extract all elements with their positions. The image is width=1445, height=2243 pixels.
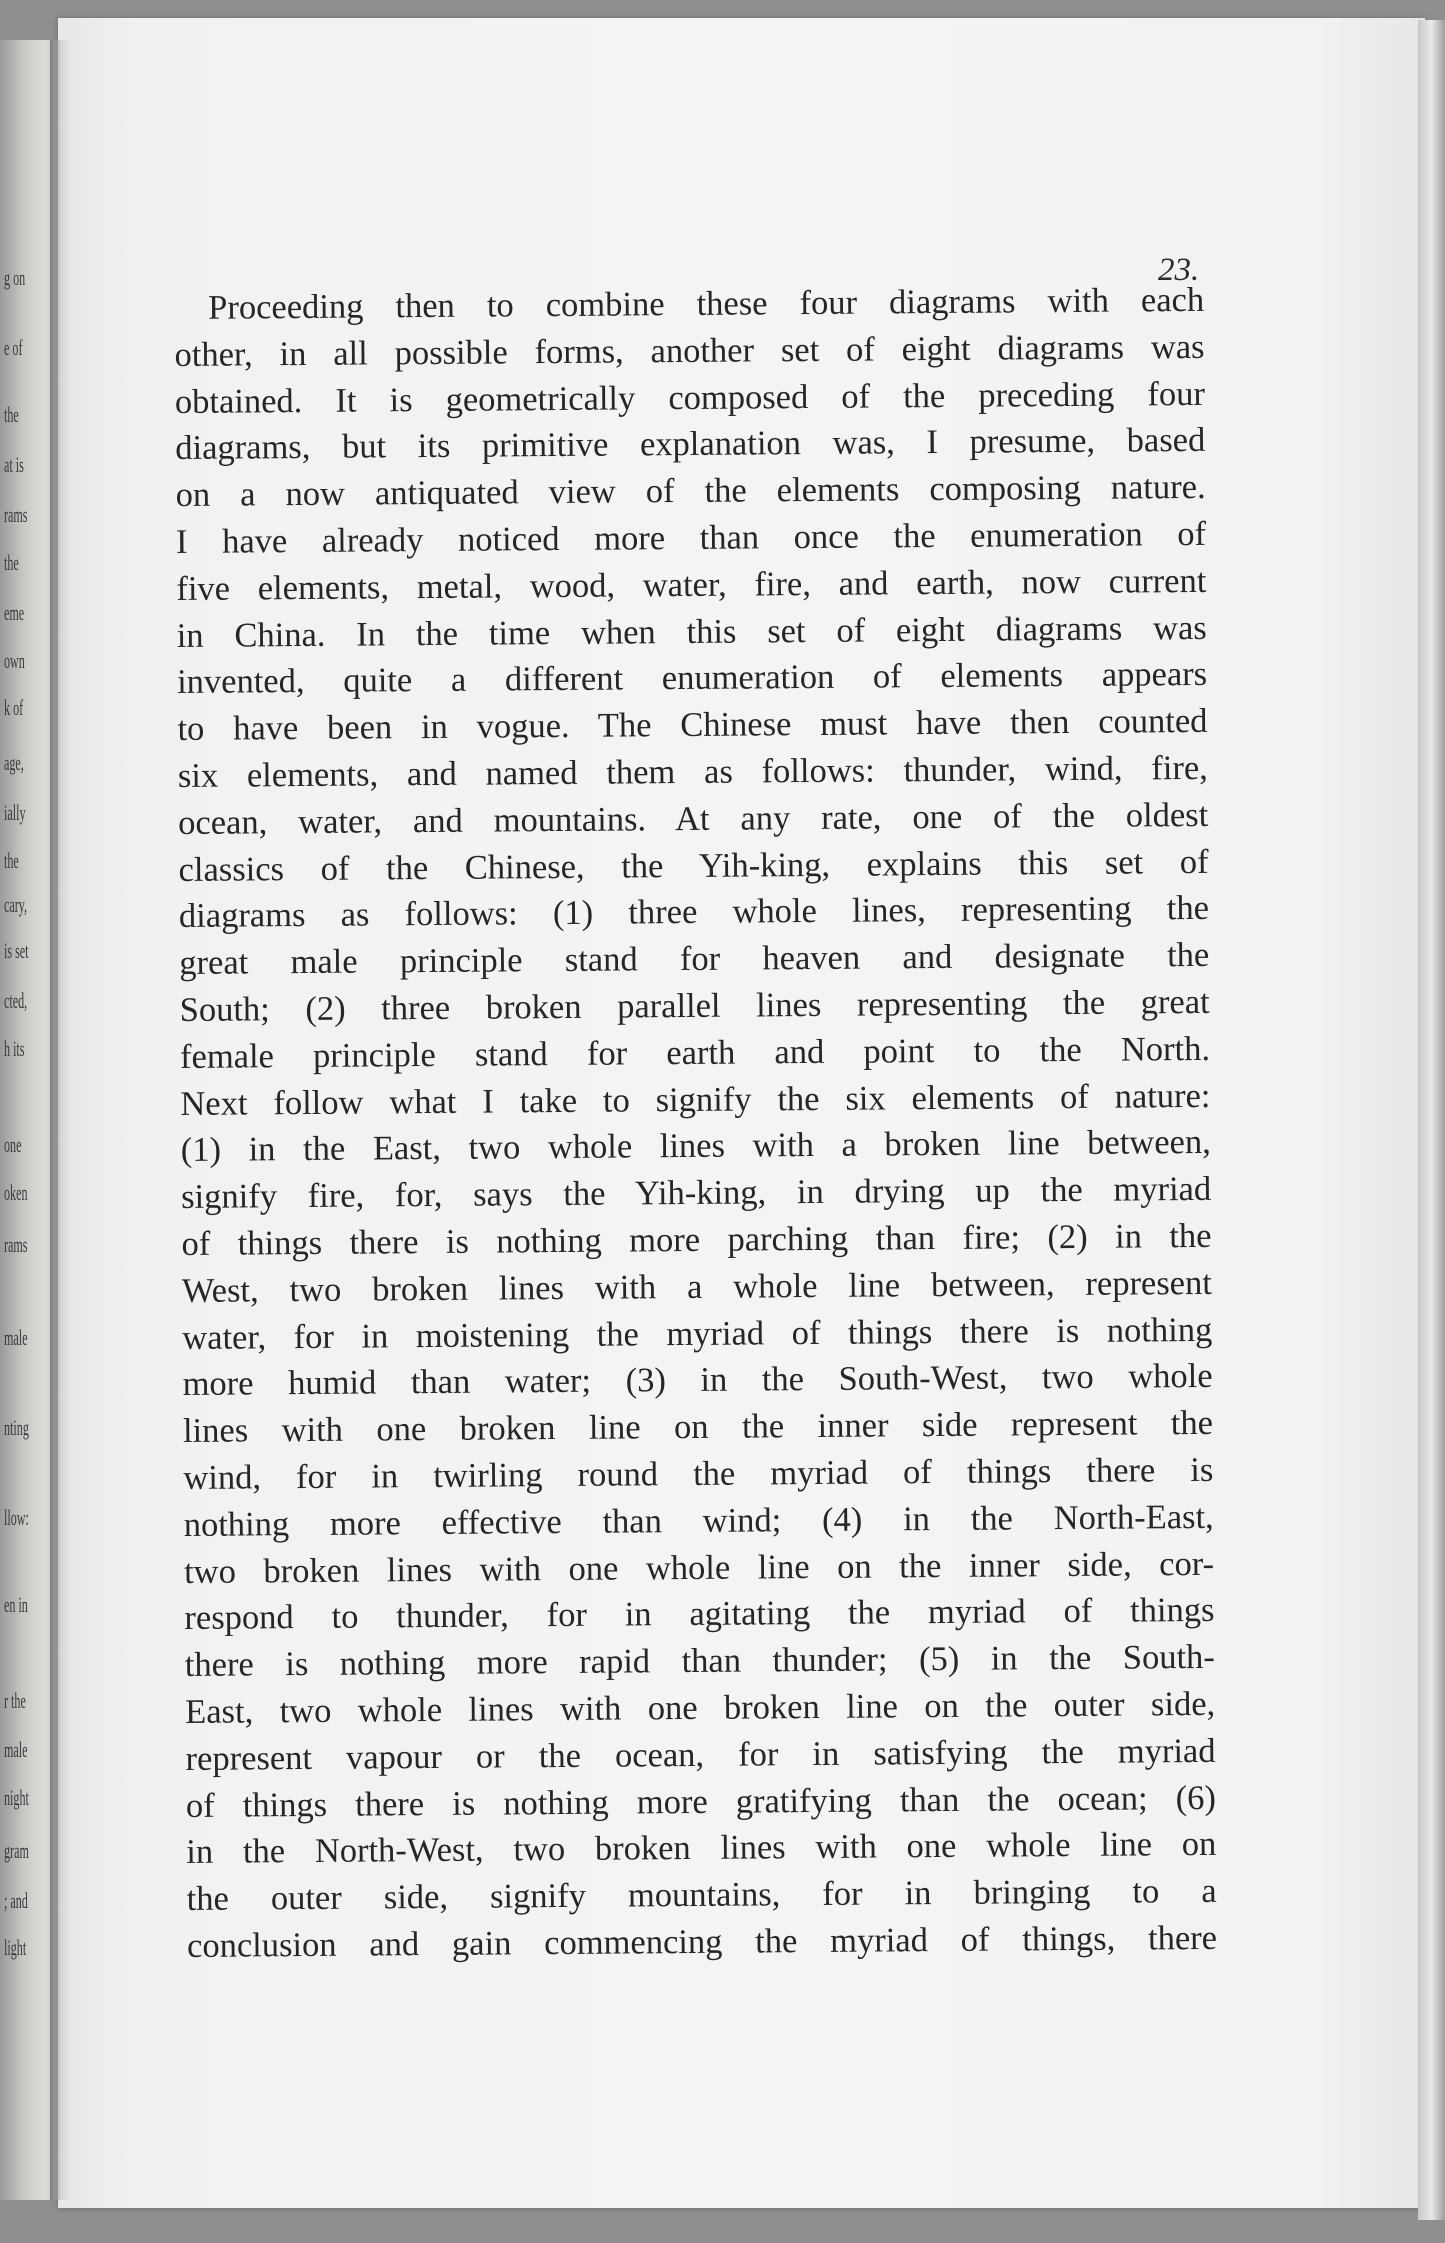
text-line: respond to thunder, for in agitating the myriad of things (184, 1591, 1215, 1638)
text-line: six elements, and named them as follows: thunder, wind, fire, (177, 748, 1208, 795)
page-number: 23. (1158, 252, 1200, 288)
text-line: invented, quite a different enumeration of elements appears (176, 655, 1208, 702)
text-line: obtained. It is geometrically composed of the preceding four (174, 374, 1206, 421)
text-line: on a now antiquated view of the elements composing nature. (175, 468, 1206, 515)
text-line: in the North-West, two broken lines with one whole line on (186, 1825, 1217, 1872)
text-line: of things there is nothing more gratifying than the ocean; (6) (185, 1778, 1217, 1825)
facing-page-fragment: the (4, 848, 19, 873)
text-line: Next follow what I take to signify the six elements of nature: (180, 1076, 1211, 1123)
facing-page-fragment: rams (4, 1232, 28, 1257)
text-line: the outer side, signify mountains, for in bringing to a (186, 1871, 1217, 1919)
text-line: represent vapour or the ocean, for in satisfying the myriad (185, 1731, 1216, 1778)
facing-page-fragment: age, (4, 750, 24, 775)
text-line: West, two broken lines with a whole line between, represent (181, 1263, 1213, 1310)
facing-page-fragment: male (4, 1737, 28, 1762)
text-line: diagrams, but its primitive explanation was, I presume, based (175, 421, 1206, 468)
facing-page-fragment: eme (4, 600, 25, 625)
facing-page-fragment: rams (4, 502, 28, 527)
text-line: of things there is nothing more parching than fire; (2) in the (181, 1216, 1212, 1263)
text-line: lines with one broken line on the inner side represent the (182, 1404, 1214, 1451)
facing-page-fragment: night (4, 1785, 29, 1810)
facing-page-fragment: gram (4, 1838, 29, 1863)
facing-page-fragment: g on (4, 265, 26, 290)
facing-page-fragment: is set (4, 938, 29, 963)
body-text (174, 277, 1217, 1970)
facing-page-fragment: k of (4, 695, 24, 720)
facing-page-fragment: llow: (4, 1505, 29, 1530)
facing-page-fragment: at is (4, 452, 24, 477)
text-line: diagrams as follows: (1) three whole lines, representing the (178, 889, 1210, 936)
facing-page-fragment: en in (4, 1592, 28, 1617)
text-line: five elements, metal, wood, water, fire, and earth, now current (176, 561, 1207, 608)
text-line: nothing more effective than wind; (4) in the North-East, (183, 1497, 1214, 1544)
facing-page-fragment: the (4, 402, 19, 427)
facing-page-fragment: e of (4, 335, 23, 360)
page-stack-edge (1418, 20, 1445, 2220)
text-line: great male principle stand for heaven and designate the (179, 936, 1210, 983)
facing-page-fragment: the (4, 550, 19, 575)
facing-page-fragment: cted, (4, 988, 28, 1013)
facing-page-fragment: h its (4, 1036, 25, 1061)
facing-page-fragment: cary, (4, 892, 28, 917)
facing-page-fragment: r the (4, 1688, 26, 1713)
text-line: other, in all possible forms, another set of eight diagrams was (174, 327, 1205, 374)
facing-page-fragment: one (4, 1132, 22, 1157)
text-line: in China. In the time when this set of eight diagrams was (176, 608, 1207, 655)
text-line: classics of the Chinese, the Yih-king, explains this set of (178, 842, 1209, 889)
text-line: South; (2) three broken parallel lines representing the great (179, 982, 1210, 1029)
facing-page-fragment: light (4, 1935, 27, 1960)
text-line: to have been in vogue. The Chinese must have then counted (177, 702, 1208, 749)
text-line: I have already noticed more than once the enumeration of (175, 514, 1207, 561)
facing-page-fragment: male (4, 1325, 28, 1350)
text-line: (1) in the East, two whole lines with a broken line between, (180, 1123, 1211, 1170)
text-line: wind, for in twirling round the myriad of things there is (183, 1450, 1214, 1497)
text-line: two broken lines with one whole line on the inner side, cor- (183, 1544, 1215, 1591)
facing-page-fragment: ; and (4, 1888, 28, 1913)
facing-page-fragment: ially (4, 800, 26, 825)
text-line: East, two whole lines with one broken line on the outer side, (185, 1684, 1216, 1731)
facing-page-fragment: own (4, 648, 25, 673)
facing-page-fragment: oken (4, 1180, 28, 1205)
text-line: conclusion and gain commencing the myriad of things, there (186, 1918, 1218, 1965)
text-line: Proceeding then to combine these four diagrams with each (208, 280, 1205, 327)
facing-page-fragment: nting (4, 1415, 29, 1440)
text-line: female principle stand for earth and point to the North. (179, 1029, 1211, 1076)
text-line: signify fire, for, says the Yih-king, in drying up the myriad (181, 1170, 1212, 1217)
text-line: there is nothing more rapid than thunder; (5) in the South- (184, 1637, 1215, 1685)
text-line: water, for in moistening the myriad of things there is nothing (182, 1310, 1213, 1357)
gutter-shadow (50, 40, 72, 2200)
text-line: ocean, water, and mountains. At any rate, one of the oldest (178, 795, 1209, 842)
text-line: more humid than water; (3) in the South-West, two whole (182, 1357, 1213, 1404)
